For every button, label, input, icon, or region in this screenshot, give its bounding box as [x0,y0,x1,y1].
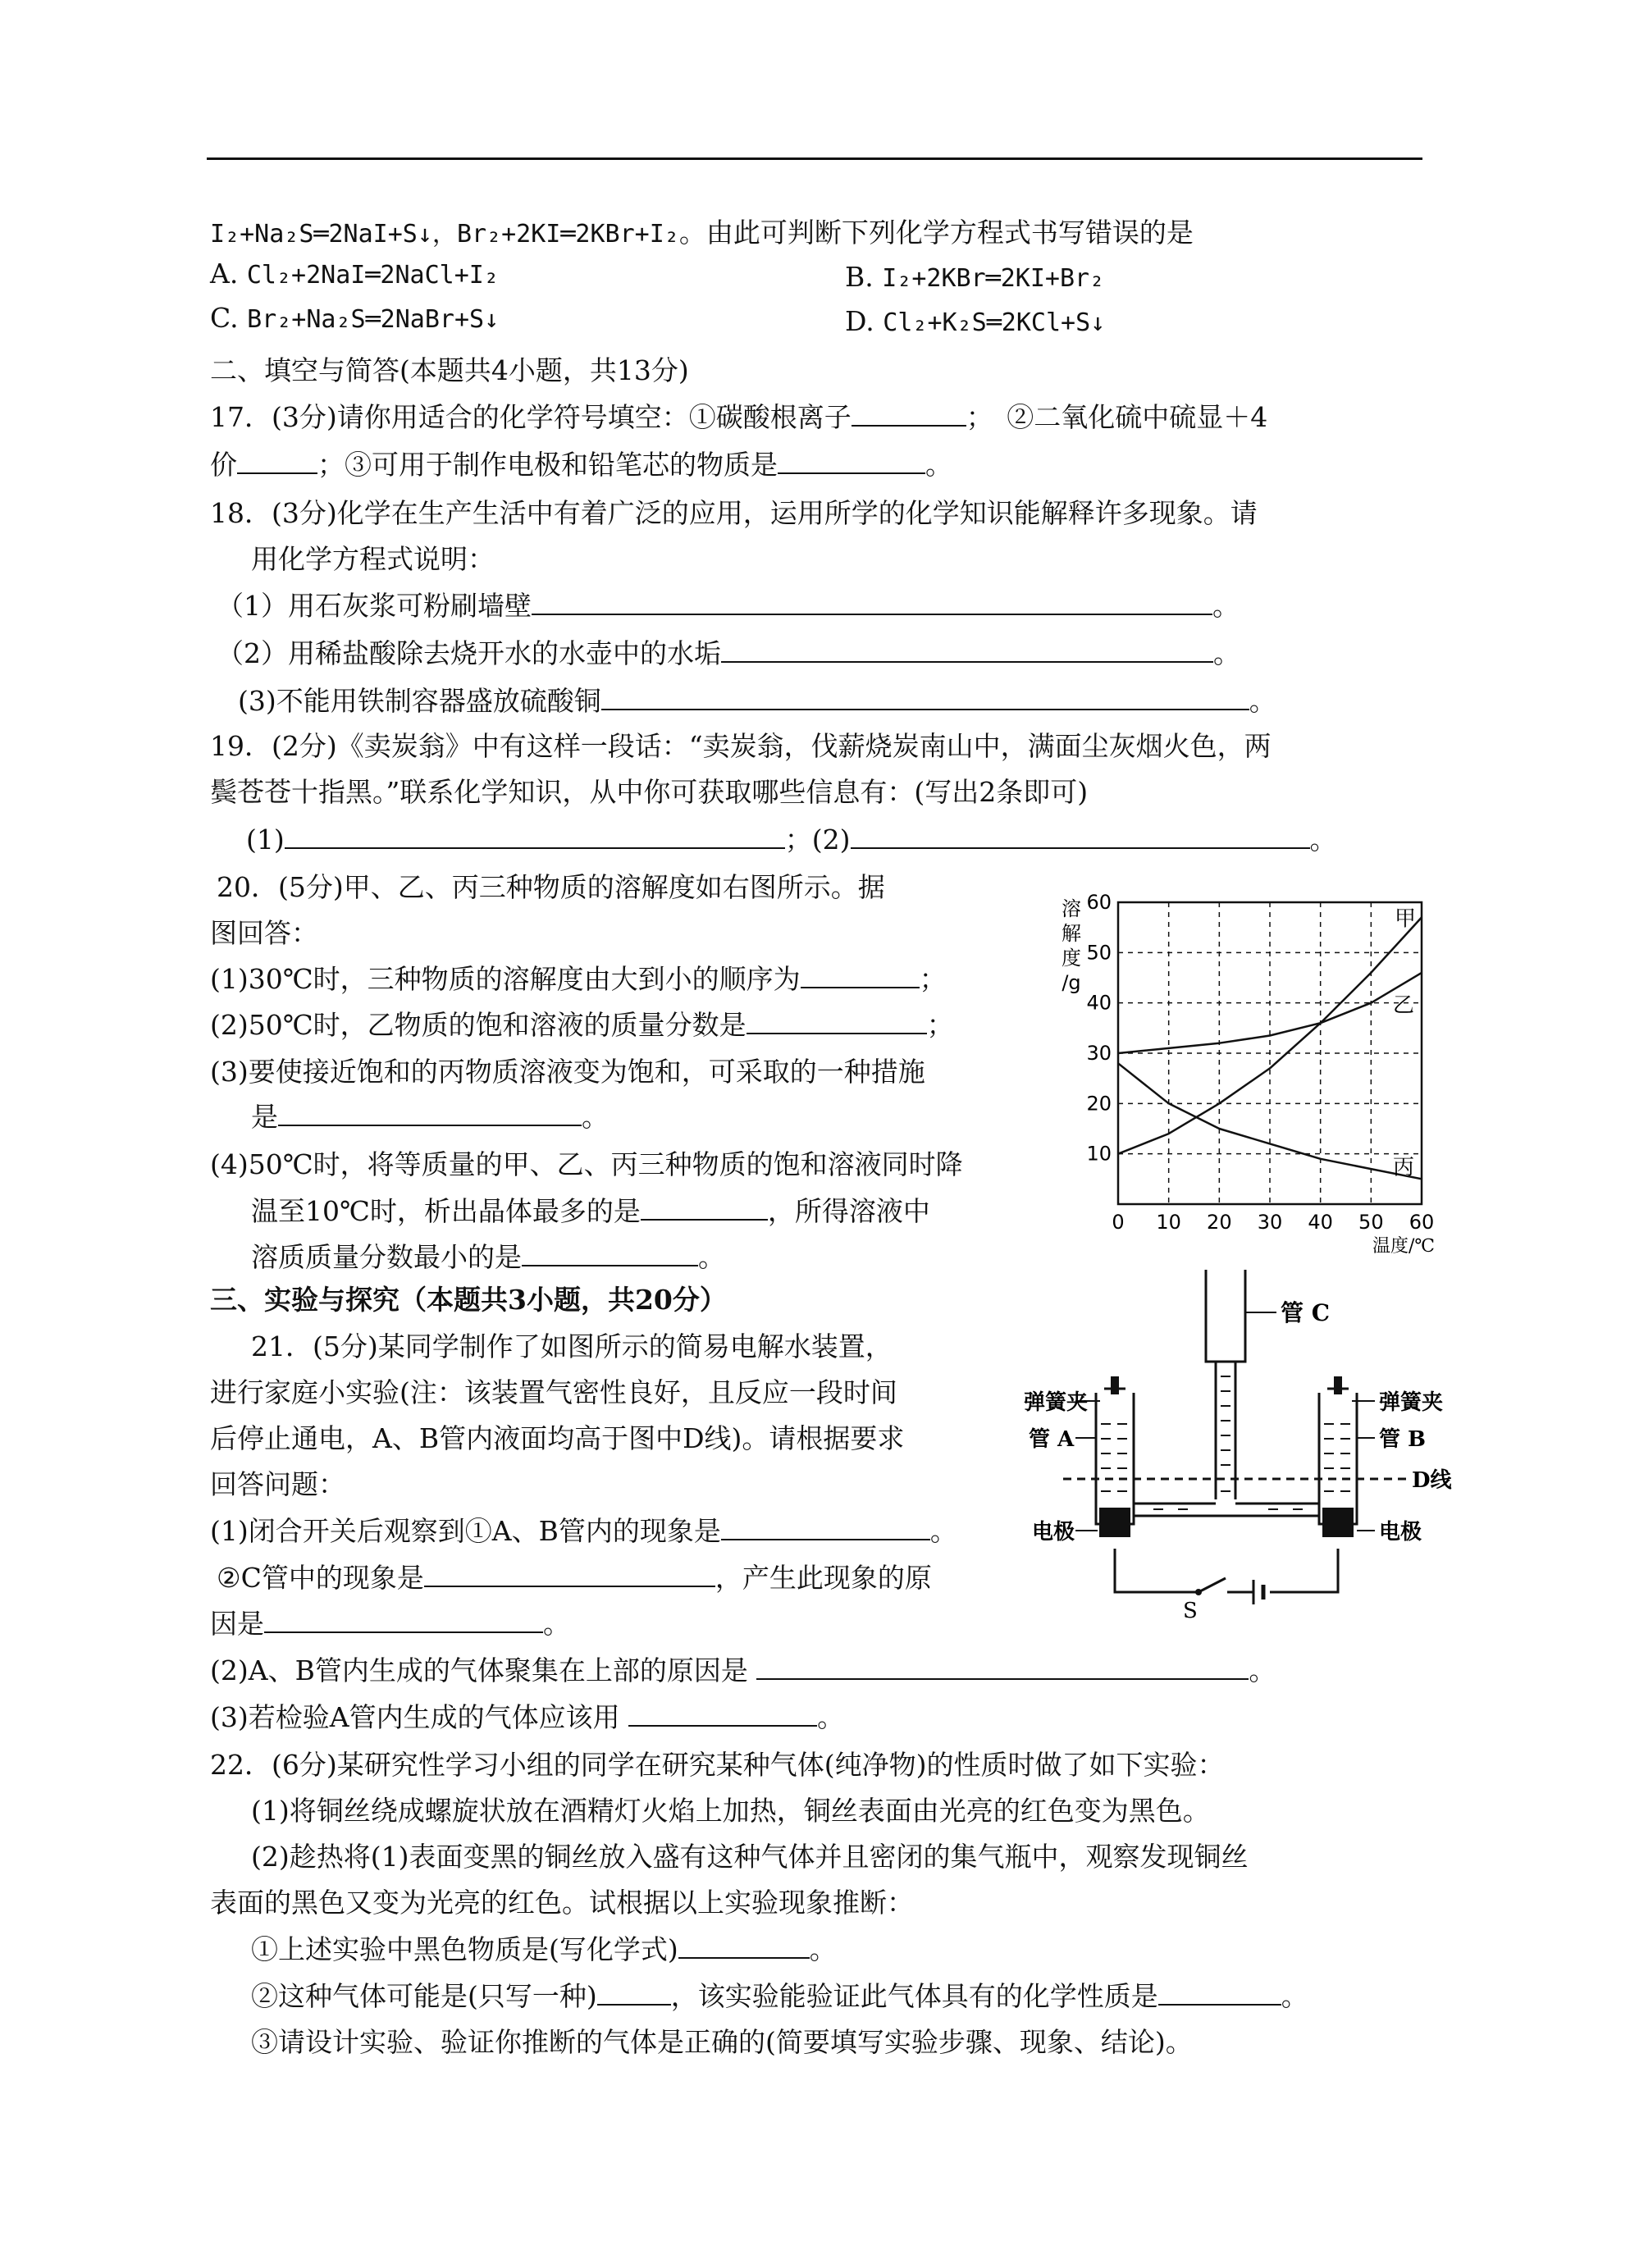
option-c-label: C. [210,302,239,334]
q17-line-2 [210,447,952,483]
q20-s4b [251,1193,930,1230]
section-2-title: 二、填空与简答(本题共4小题，共13分) [210,354,689,386]
q21-blank-1[interactable] [721,1514,930,1540]
q20-s1-text: (1)30℃时，三种物质的溶解度由大到小的顺序为 [210,963,801,995]
q20-s4b-text: 温至10℃时，析出晶体最多的是 [251,1195,641,1227]
x-tick-label: 10 [1156,1211,1181,1234]
d-line-label: D线 [1412,1468,1452,1493]
q19-line-1: 19．(2分)《卖炭翁》中有这样一段话：“卖炭翁，伐薪烧炭南山中，满面尘灰烟火色，两 [210,730,1272,762]
q17-end: 。 [925,449,952,481]
option-d-label: D. [845,305,874,337]
option-b-label: B. [845,261,874,293]
q21-blank-3[interactable] [264,1607,543,1633]
q18-blank-2[interactable] [721,637,1213,663]
q20-s2 [210,1007,954,1043]
q21-s1d [210,1606,570,1642]
q16-option-d [845,303,1105,341]
q22-s3: ③请设计实验、验证你推断的气体是正确的(简要填写实验步骤、现象、结论)。 [251,2026,1193,2058]
q17-blank-2[interactable] [237,448,317,474]
q22-blank-3[interactable] [1158,1979,1281,2006]
q17-text-4: ；③可用于制作电极和铅笔芯的物质是 [317,449,778,481]
clip-left-label: 弹簧夹 [1024,1390,1089,1415]
circuit-wire [1115,1549,1338,1592]
q21-s1-text: (1)闭合开关后观察到①A、B管内的现象是 [210,1515,721,1547]
q20-s4-end: 。 [698,1241,725,1273]
y-axis-label-char: 解 [1062,922,1081,945]
electrode-right-label: 电极 [1379,1520,1422,1545]
q18-item-2-text: （2）用稀盐酸除去烧开水的水壶中的水垢 [217,637,721,669]
option-c-equation: Br₂+Na₂S═2NaBr+S↓ [247,305,500,334]
series-label-2: 乙 [1392,993,1415,1018]
q16-option-b [845,259,1104,297]
q17-text-1: 17．(3分)请你用适合的化学符号填空：①碳酸根离子 [210,401,852,433]
q18-end-3: 。 [1249,685,1276,717]
q19-line-2: 鬓苍苍十指黑。”联系化学知识，从中你可获取哪些信息有：(写出2条即可) [210,776,1089,808]
q20-blank-5[interactable] [522,1240,698,1266]
q19-end: 。 [1309,824,1337,856]
q16-equation-2: Br₂+2KI═2KBr+I₂ [456,220,679,249]
tube-a [1096,1393,1134,1524]
q21-line-4: 回答问题： [210,1468,345,1500]
q21-blank-2[interactable] [424,1561,715,1587]
q19-blank-1[interactable] [285,823,785,849]
electrolysis-apparatus [1024,1270,1457,1647]
q18-item-3-text: (3)不能用铁制容器盛放硫酸铜 [238,685,601,717]
q21-s1c-text: ，产生此现象的原 [715,1562,932,1594]
q22-line-3: (2)趁热将(1)表面变黑的铜丝放入盛有这种气体并且密闭的集气瓶中，观察发现铜丝 [251,1841,1249,1873]
clip-left-pin [1111,1376,1119,1394]
q21-s2-text: (2)A、B管内生成的气体聚集在上部的原因是 [210,1654,748,1686]
q18-blank-3[interactable] [601,684,1249,710]
q20-s3a: (3)要使接近饱和的丙物质溶液变为饱和，可采取的一种措施 [210,1056,925,1088]
option-b-equation: I₂+2KBr═2KI+Br₂ [882,264,1105,293]
q17-blank-1[interactable] [852,400,966,427]
header-rule [207,157,1422,160]
q18-line-1: 18．(3分)化学在生产生活中有着广泛的应用，运用所学的化学知识能解释许多现象。请 [210,497,1258,529]
section-3-title: 三、实验与探究（本题共3小题，共20分） [210,1284,727,1316]
q22-line-4: 表面的黑色又变为光亮的红色。试根据以上实验现象推断： [210,1887,914,1919]
q19-part-1-label: (1) [246,824,285,856]
q21-blank-4[interactable] [756,1654,1249,1680]
switch-lever [1199,1578,1226,1592]
tube-b [1319,1393,1357,1524]
q18-blank-1[interactable] [532,589,1212,615]
q20-s4d [251,1239,725,1275]
q20-s4a: (4)50℃时，将等质量的甲、乙、丙三种物质的饱和溶液同时降 [210,1148,963,1180]
q20-s2-text: (2)50℃时，乙物质的饱和溶液的质量分数是 [210,1009,747,1041]
y-axis-label-char: 溶 [1062,897,1081,920]
q20-blank-1[interactable] [801,962,920,988]
x-tick-label: 20 [1207,1211,1232,1234]
tube-c-reservoir [1206,1270,1245,1362]
q22-s1-end: 。 [809,1933,837,1965]
q20-line-1: 20．(5分)甲、乙、丙三种物质的溶解度如右图所示。据 [217,871,885,903]
q20-s2-end: ； [926,1009,954,1041]
q22-s2 [251,1978,1308,2015]
q18-item-2 [217,636,1240,672]
q18-end-2: 。 [1213,637,1240,669]
series-label-3: 丙 [1392,1155,1415,1180]
q18-item-1 [217,588,1240,624]
q20-blank-2[interactable] [747,1008,927,1034]
x-tick-label: 60 [1409,1211,1435,1234]
q21-s2 [210,1653,1276,1689]
q20-s3b-text: 是 [251,1101,278,1133]
q17-text-3: 价 [210,449,237,481]
tube-c-label: 管 C [1281,1299,1331,1326]
q22-s1-text: ①上述实验中黑色物质是(写化学式) [251,1933,678,1965]
y-tick-label: 20 [1086,1092,1112,1116]
q20-blank-4[interactable] [641,1194,768,1221]
series-label-1: 甲 [1394,906,1417,932]
q20-s1 [210,961,947,997]
q21-s1b [217,1560,932,1596]
clip-right-label: 弹簧夹 [1379,1390,1444,1415]
q20-s3-end: 。 [582,1101,609,1133]
q18-end-1: 。 [1212,590,1240,622]
x-tick-label: 50 [1358,1211,1384,1234]
q19-answers [246,822,1337,858]
q21-line-3: 后停止通电，A、B管内液面均高于图中D线)。请根据要求 [210,1422,905,1454]
q21-s1-end: 。 [929,1515,957,1547]
q16-question-text: 。由此可判断下列化学方程式书写错误的是 [678,217,1194,249]
y-axis-label-char: 度 [1062,947,1081,970]
y-tick-label: 40 [1086,991,1112,1015]
option-a-equation: Cl₂+2NaI═2NaCl+I₂ [246,261,499,290]
q21-blank-5[interactable] [628,1700,817,1727]
y-axis-label-unit: /g [1062,971,1081,994]
q16-stem [210,215,1194,253]
q18-line-2: 用化学方程式说明： [251,543,495,575]
y-tick-label: 30 [1086,1042,1112,1065]
q21-line-2: 进行家庭小实验(注：该装置气密性良好，且反应一段时间 [210,1376,897,1408]
tube-a-label: 管 A [1029,1427,1075,1452]
q22-blank-2[interactable] [597,1979,671,2006]
q21-s2-end: 。 [1249,1654,1276,1686]
q21-s1d-end: 。 [543,1608,570,1640]
option-d-equation: Cl₂+K₂S═2KCl+S↓ [883,308,1106,337]
q21-s3-text: (3)若检验A管内生成的气体应该用 [210,1701,620,1733]
q22-s2-end: 。 [1281,1980,1308,2012]
q19-part-2-label: ；(2) [784,824,851,856]
q16-option-c [210,300,499,338]
x-axis-label: 温度/℃ [1372,1236,1435,1257]
q22-blank-1[interactable] [678,1933,810,1959]
q22-line-2: (1)将铜丝绕成螺旋状放在酒精灯火焰上加热，铜丝表面由光亮的红色变为黑色。 [251,1795,1210,1827]
q19-blank-2[interactable] [851,823,1310,849]
q16-equation-1: I₂+Na₂S═2NaI+S↓， [210,220,457,249]
tube-b-label: 管 B [1379,1427,1427,1452]
q17-blank-3[interactable] [778,448,925,474]
q20-s4c-text: ，所得溶液中 [767,1195,930,1227]
x-tick-label: 30 [1257,1211,1283,1234]
q20-line-2: 图回答： [210,917,318,949]
electrode-right-block [1322,1508,1354,1537]
switch-pivot [1195,1589,1202,1595]
q18-item-1-text: （1）用石灰浆可粉刷墙壁 [217,590,532,622]
q21-s1 [210,1513,957,1549]
q22-s2a-text: ②这种气体可能是(只写一种) [251,1980,597,2012]
q20-s3b [251,1099,609,1135]
q18-item-3 [238,683,1276,719]
q20-s4d-text: 溶质质量分数最小的是 [251,1241,522,1273]
electrode-left-block [1099,1508,1130,1537]
q20-s1-end: ； [919,963,947,995]
q21-s1d-text: 因是 [210,1608,264,1640]
q22-line-1: 22．(6分)某研究性学习小组的同学在研究某种气体(纯净物)的性质时做了如下实验： [210,1749,1225,1781]
q17-line-1 [210,399,1267,436]
switch-label: S [1183,1599,1198,1623]
q17-text-2: ； ②二氧化硫中硫显＋4 [966,401,1268,433]
solubility-chart [1057,891,1442,1257]
x-tick-label: 40 [1308,1211,1333,1234]
q22-s1 [251,1932,837,1968]
q22-s2b-text: ，该实验能验证此气体具有的化学性质是 [670,1980,1158,2012]
x-tick-label: 0 [1112,1211,1125,1234]
q16-option-a [210,256,499,294]
option-a-label: A. [210,258,239,290]
q21-line-1: 21．(5分)某同学制作了如图所示的简易电解水装置， [251,1330,893,1362]
q21-s3-end: 。 [817,1701,845,1733]
water-fill [1101,1376,1350,1509]
y-tick-label: 60 [1086,891,1112,914]
q21-s1b-text: ②C管中的现象是 [217,1562,424,1594]
q21-s3 [210,1700,844,1736]
electrode-left-label: 电极 [1032,1520,1075,1545]
clip-right-pin [1334,1376,1342,1394]
q20-blank-3[interactable] [278,1100,582,1126]
y-tick-label: 10 [1086,1142,1112,1166]
y-tick-label: 50 [1086,941,1112,965]
